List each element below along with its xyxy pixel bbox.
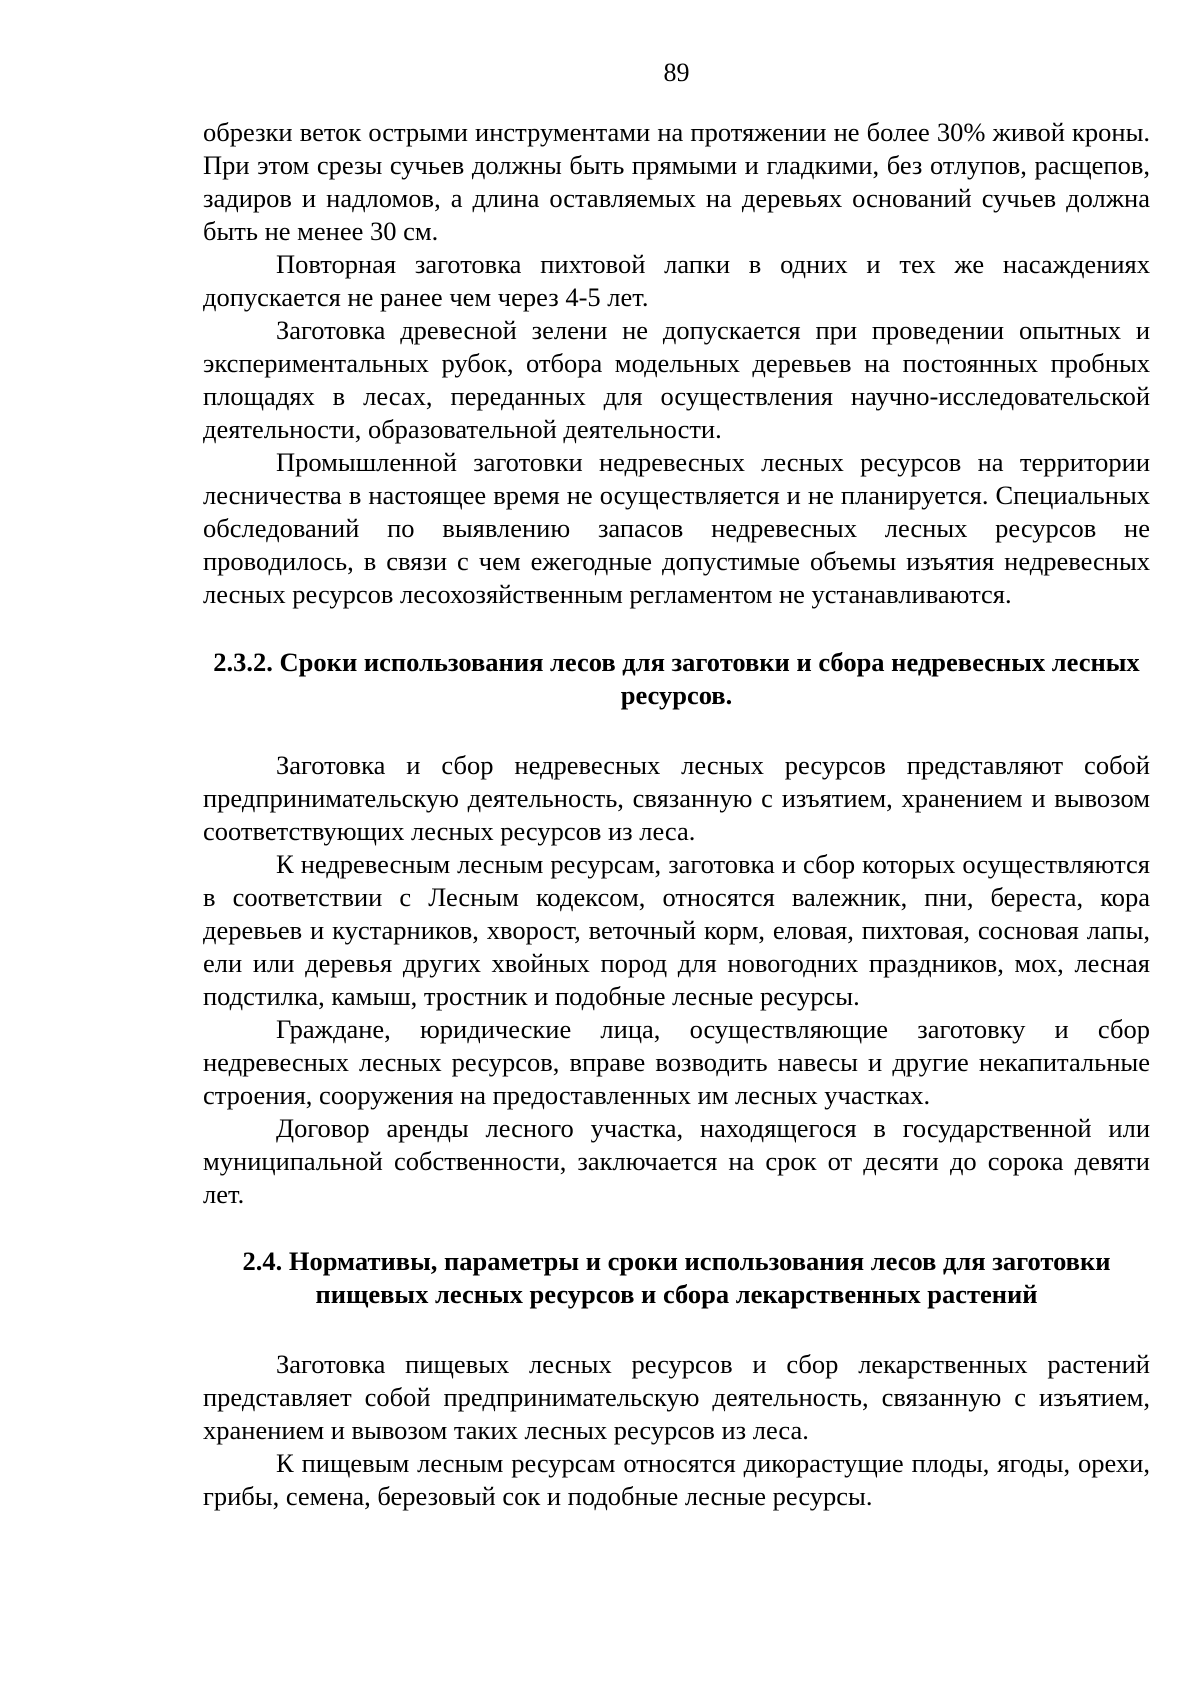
paragraph-non-wood-definition: Заготовка и сбор недревесных лесных ресурсов представляют собой предпринимательскую деятельность, связанную с изъятием, хранением и вывозом соответствующих лесных ресурсов из леса. [203,750,1150,846]
spacer [203,1211,1150,1245]
paragraph-structures: Граждане, юридические лица, осуществляющие заготовку и сбор недревесных лесных ресурсов, вправе возводить навесы и другие некапитальные строения, сооружения на предоставленных им лесных участках. [203,1014,1150,1110]
section-heading-2-4: 2.4. Нормативы, параметры и сроки использования лесов для заготовки пищевых лесных ресурсов и сбора лекарственных растений [242,1246,1111,1309]
paragraph-greenery-restrictions: Заготовка древесной зелени не допускается при проведении опытных и экспериментальных рубок, отбора модельных деревьев на постоянных пробных площадях в лесах, переданных для осуществления научно-исследовательской деятельности, образовательной деятельности. [203,315,1150,444]
paragraph-food-resources-definition: Заготовка пищевых лесных ресурсов и сбор лекарственных растений представляет собой предпринимательскую деятельность, связанную с изъятием, хранением и вывозом таких лесных ресурсов из леса. [203,1349,1150,1445]
paragraph-lease-term: Договор аренды лесного участка, находящегося в государственной или муниципальной собственности, заключается на срок от десяти до сорока девяти лет. [203,1113,1150,1209]
paragraph-non-wood-list: К недревесным лесным ресурсам, заготовка и сбор которых осуществляются в соответствии с Лесным кодексом, относятся валежник, пни, береста, кора деревьев и кустарников, хворост, веточный корм, еловая, пихтовая, сосновая лапы, ели или деревья других хвойных пород для новогодних праздников, мох, лесная подстилка, камыш, тростник и подобные лесные ресурсы. [203,849,1150,1011]
spacer [203,611,1150,646]
paragraph-food-resources-list: К пищевым лесным ресурсам относятся дикорастущие плоды, ягоды, орехи, грибы, семена, березовый сок и подобные лесные ресурсы. [203,1448,1150,1511]
section-heading-2-3-2: 2.3.2. Сроки использования лесов для заготовки и сбора недревесных лесных ресурсов. [213,647,1140,710]
spacer [203,1311,1150,1348]
page-number: 89 [663,58,690,87]
paragraph-fir-repeat-harvest: Повторная заготовка пихтовой лапки в одних и тех же насаждениях допускается не ранее чем через 4-5 лет. [203,249,1150,312]
paragraph-continuation: обрезки веток острыми инструментами на протяжении не более 30% живой кроны. При этом срезы сучьев должны быть прямыми и гладкими, без отлупов, расщепов, задиров и надломов, а длина оставляемых на деревьях оснований сучьев должна быть не менее 30 см. [203,117,1150,246]
spacer [203,712,1150,749]
paragraph-industrial-harvest: Промышленной заготовки недревесных лесных ресурсов на территории лесничества в настоящее время не осуществляется и не планируется. Специальных обследований по выявлению запасов недревесных лесных ресурсов не проводилось, в связи с чем ежегодные допустимые объемы изъятия недревесных лесных ресурсов лесохозяйственным регламентом не устанавливаются. [203,447,1150,609]
document-body [203,116,1150,1513]
